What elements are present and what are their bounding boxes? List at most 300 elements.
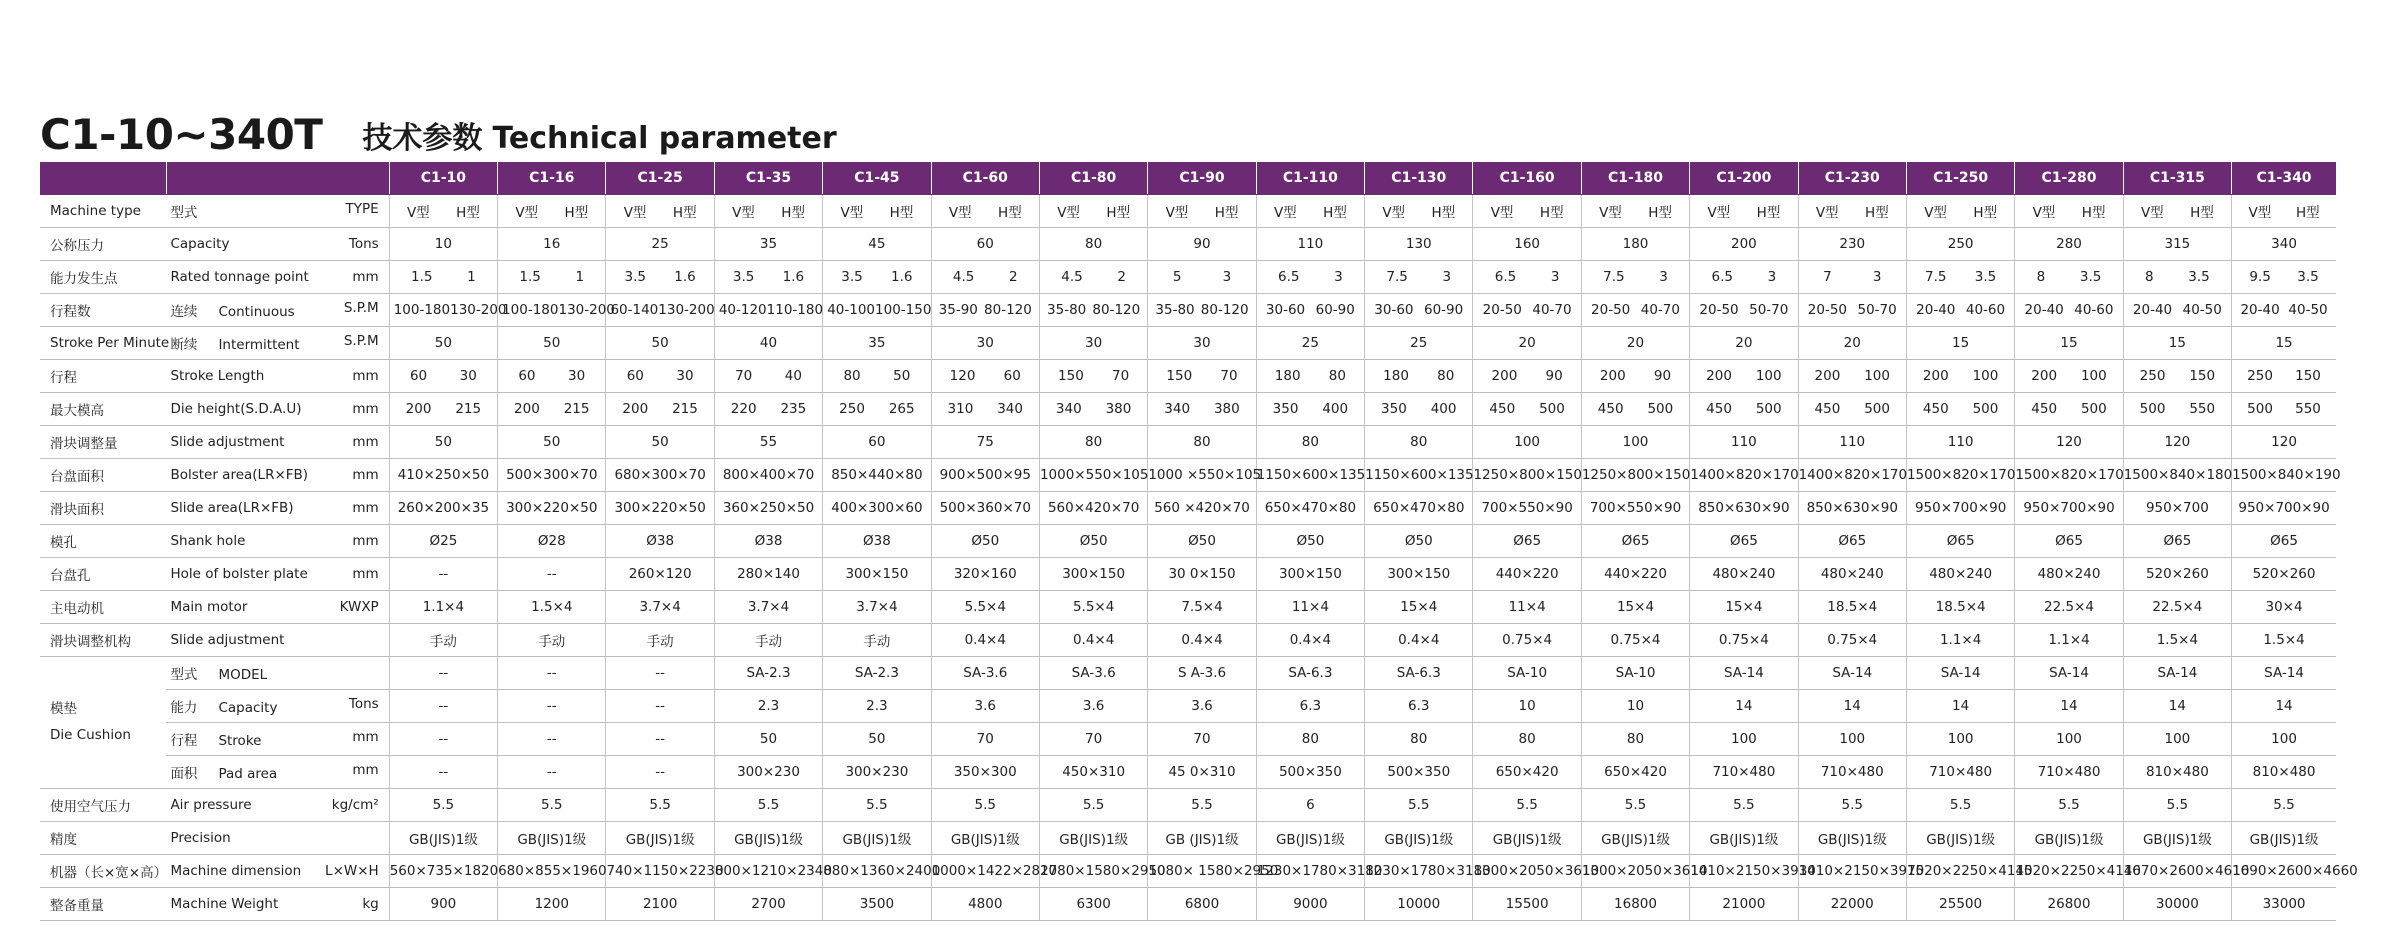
value-cell: 320×160 — [931, 558, 1039, 591]
value-h: 1 — [575, 269, 585, 285]
value-cell — [1039, 294, 1147, 327]
vh-pair — [1690, 201, 1797, 221]
value-cell: -- — [606, 723, 714, 756]
value-cell: 18.5×4 — [1798, 591, 1906, 624]
vh-pair — [1582, 201, 1689, 221]
value-v: 8 — [2145, 269, 2154, 285]
value-cell: 1150×600×135 — [1256, 459, 1364, 492]
value-h: 215 — [672, 401, 698, 417]
row-label-wrap — [170, 368, 388, 384]
value-cell: 9000 — [1256, 888, 1364, 921]
model-header-cell: C1-90 — [1148, 162, 1256, 195]
row-stroke-length — [40, 360, 2336, 393]
value-cell — [714, 360, 822, 393]
value-cell: 60 — [931, 228, 1039, 261]
value-cell: 1500×840×190 — [2232, 459, 2336, 492]
value-cell: 110 — [1798, 426, 1906, 459]
value-pair — [1365, 302, 1472, 318]
value-cell — [1365, 294, 1473, 327]
value-cell: 410×250×50 — [389, 459, 497, 492]
value-cell: 30 — [931, 327, 1039, 360]
row-label-text — [170, 533, 245, 549]
value-v: 200 — [1922, 368, 1949, 384]
value-v: 1.5 — [519, 269, 541, 285]
value-cell: 手动 — [606, 624, 714, 657]
value-h: 500 — [1755, 401, 1782, 417]
value-cell: 6800 — [1148, 888, 1256, 921]
value-cell — [714, 393, 822, 426]
value-cell: GB (JIS)1级 — [1148, 822, 1256, 855]
value-cell: 560×735×1820 — [389, 855, 497, 888]
value-cell: GB(JIS)1级 — [1581, 822, 1689, 855]
type-v: V型 — [1815, 205, 1839, 221]
row-label-name: Hole of bolster plate — [170, 566, 308, 582]
row-label-primary: 台盘孔 — [40, 558, 166, 591]
row-label-sub: 型式 — [170, 667, 198, 683]
page-title — [40, 96, 837, 159]
value-v: 1.5 — [411, 269, 433, 285]
row-label-name: Air pressure — [170, 797, 252, 813]
value-h: 40 — [784, 368, 802, 384]
value-h: 100 — [1864, 368, 1890, 384]
value-cell: 15 — [1906, 327, 2014, 360]
value-h: 500 — [1972, 401, 1999, 417]
value-cell — [931, 195, 1039, 228]
value-cell: 90 — [1148, 228, 1256, 261]
row-unit: L×W×H — [325, 863, 379, 879]
value-cell: GB(JIS)1级 — [1039, 822, 1147, 855]
value-v: 35-80 — [1155, 302, 1195, 318]
value-cell: 0.75×4 — [1581, 624, 1689, 657]
value-cell — [2123, 261, 2231, 294]
value-cell — [1581, 360, 1689, 393]
value-cell: 80 — [1256, 426, 1364, 459]
vh-pair — [932, 201, 1039, 221]
value-cell: 480×240 — [2015, 558, 2123, 591]
value-pair — [823, 368, 930, 384]
value-cell: 50 — [498, 426, 606, 459]
value-cell: Ø50 — [1365, 525, 1473, 558]
value-cell: GB(JIS)1级 — [389, 822, 497, 855]
row-shank-hole — [40, 525, 2336, 558]
row-label-wrap — [170, 599, 388, 615]
value-cell: 710×480 — [1690, 756, 1798, 789]
type-v: V型 — [623, 205, 647, 221]
value-h: 100-150 — [875, 302, 932, 318]
value-cell: 300×150 — [1039, 558, 1147, 591]
value-cell: 11×4 — [1473, 591, 1581, 624]
value-cell: 340 — [2232, 228, 2336, 261]
value-cell: SA-2.3 — [714, 657, 822, 690]
value-cell — [606, 393, 714, 426]
row-label-wrap — [170, 896, 388, 912]
value-h: 40-70 — [1640, 302, 1680, 318]
value-cell: 250 — [1906, 228, 2014, 261]
value-v: 60-140 — [610, 302, 659, 318]
value-cell — [389, 360, 497, 393]
value-cell: 50 — [606, 327, 714, 360]
value-cell: Ø65 — [2123, 525, 2231, 558]
value-v: 250 — [2247, 368, 2273, 384]
row-label-text — [170, 269, 308, 285]
value-cell: 0.4×4 — [1256, 624, 1364, 657]
value-cell — [2232, 261, 2336, 294]
row-label-wrap — [170, 401, 388, 417]
value-cell: 33000 — [2232, 888, 2336, 921]
value-v: 200 — [1491, 368, 1518, 384]
type-h: H型 — [1323, 205, 1347, 221]
value-cell: 400×300×60 — [823, 492, 931, 525]
row-label-name: Slide adjustment — [170, 434, 285, 450]
value-h: 100 — [1972, 368, 1999, 384]
type-h: H型 — [781, 205, 805, 221]
value-cell: SA-14 — [1906, 657, 2014, 690]
value-cell: 120 — [2015, 426, 2123, 459]
value-cell: Ø38 — [606, 525, 714, 558]
value-cell: 1690×2600×4660 — [2232, 855, 2336, 888]
row-unit: mm — [352, 566, 379, 582]
value-cell — [1256, 294, 1364, 327]
row-unit: mm — [352, 269, 379, 285]
value-pair — [1582, 269, 1689, 285]
value-cell — [498, 294, 615, 327]
value-pair — [1907, 269, 2014, 285]
value-h: 3 — [1222, 269, 1232, 285]
value-pair — [2232, 302, 2336, 318]
row-label-text — [170, 896, 278, 912]
value-h: 40-50 — [2182, 302, 2222, 318]
value-cell — [823, 294, 931, 327]
row-machine-weight — [40, 888, 2336, 921]
title-english: Technical parameter — [492, 120, 837, 156]
row-label-primary: 滑块面积 — [40, 492, 166, 525]
row-label-secondary — [166, 789, 389, 822]
model-header-cell: C1-80 — [1039, 162, 1147, 195]
value-cell: 手动 — [389, 624, 497, 657]
value-cell: 450×310 — [1039, 756, 1147, 789]
value-h: 215 — [455, 401, 482, 417]
value-cell: 680×855×1960 — [498, 855, 606, 888]
value-cell: 300×230 — [714, 756, 822, 789]
value-cell — [1473, 360, 1581, 393]
vh-pair — [1473, 201, 1580, 221]
row-label-name: Die height(S.D.A.U) — [170, 401, 302, 417]
row-label-primary: 主电动机 — [40, 591, 166, 624]
value-cell — [1473, 261, 1581, 294]
type-h: H型 — [1431, 205, 1456, 221]
row-machine-type — [40, 195, 2336, 228]
type-h: H型 — [889, 205, 914, 221]
model-header-cell: C1-110 — [1256, 162, 1364, 195]
value-cell — [2123, 195, 2231, 228]
type-h: H型 — [456, 205, 480, 221]
value-cell — [1473, 393, 1581, 426]
value-cell: GB(JIS)1级 — [2232, 822, 2336, 855]
row-main-motor — [40, 591, 2336, 624]
value-cell — [2123, 393, 2231, 426]
value-cell: 0.4×4 — [1365, 624, 1473, 657]
value-cell: 900 — [389, 888, 497, 921]
value-cell — [1256, 393, 1364, 426]
value-pair — [1040, 302, 1147, 318]
value-cell: Ø38 — [714, 525, 822, 558]
model-header-row — [40, 162, 2336, 195]
value-pair — [1148, 368, 1255, 384]
type-h: H型 — [1865, 205, 1889, 221]
row-label-primary: Machine type — [40, 195, 166, 228]
row-unit: mm — [352, 533, 379, 549]
vh-pair — [1365, 201, 1472, 221]
value-pair — [2124, 368, 2231, 384]
value-cell: 5.5 — [2232, 789, 2336, 822]
row-label-name: Slide adjustment — [170, 632, 285, 648]
value-v: 200 — [1706, 368, 1732, 384]
value-cell: GB(JIS)1级 — [1365, 822, 1473, 855]
row-label-sub: 断续 — [170, 337, 198, 353]
row-label-secondary — [166, 723, 389, 756]
value-cell: -- — [389, 756, 497, 789]
value-v: 180 — [1383, 368, 1409, 384]
model-header-cell: C1-10 — [389, 162, 497, 195]
value-cell: 810×480 — [2232, 756, 2336, 789]
row-label-text — [170, 762, 277, 782]
value-cell — [714, 195, 822, 228]
value-cell: 3500 — [823, 888, 931, 921]
value-cell: 50 — [714, 723, 822, 756]
value-v: 200 — [514, 401, 540, 417]
value-cell: 1000×550×105 — [1039, 459, 1147, 492]
value-cell: Ø65 — [2232, 525, 2336, 558]
value-cell: 15500 — [1473, 888, 1581, 921]
value-cell — [1039, 360, 1147, 393]
value-cell — [1148, 261, 1256, 294]
value-cell — [1581, 195, 1689, 228]
value-pair — [390, 368, 497, 384]
value-h: 150 — [2189, 368, 2216, 384]
value-pair — [1690, 401, 1797, 417]
value-cell: SA-10 — [1581, 657, 1689, 690]
value-cell: -- — [498, 657, 606, 690]
model-header-cell: C1-16 — [498, 162, 606, 195]
value-pair — [1907, 368, 2014, 384]
value-cell: 100 — [1581, 426, 1689, 459]
model-header-cell: C1-230 — [1798, 162, 1906, 195]
value-cell: 500×300×70 — [498, 459, 606, 492]
value-cell: 280 — [2015, 228, 2123, 261]
value-cell: 1500×820×170 — [2015, 459, 2123, 492]
die-cushion-group-label — [40, 657, 166, 789]
value-cell: 130 — [1365, 228, 1473, 261]
value-cell: 14 — [1690, 690, 1798, 723]
value-h: 500 — [2080, 401, 2107, 417]
type-h: H型 — [2190, 205, 2214, 221]
value-pair — [1148, 269, 1255, 285]
value-cell: 700×550×90 — [1581, 492, 1689, 525]
value-pair — [498, 368, 605, 384]
type-v: V型 — [2140, 205, 2164, 221]
value-cell — [389, 195, 497, 228]
value-cell: 5.5 — [1798, 789, 1906, 822]
value-pair — [2124, 401, 2231, 417]
value-h: 50-70 — [1749, 302, 1789, 318]
value-pair — [1365, 401, 1472, 417]
row-label-secondary — [166, 195, 389, 228]
value-cell: GB(JIS)1级 — [1256, 822, 1364, 855]
value-cell: GB(JIS)1级 — [823, 822, 931, 855]
type-v: V型 — [1382, 205, 1406, 221]
row-label-secondary — [166, 657, 389, 690]
value-cell: Ø28 — [498, 525, 606, 558]
value-cell — [2015, 393, 2123, 426]
value-cell: 45 — [823, 228, 931, 261]
value-cell: 3.7×4 — [714, 591, 822, 624]
value-cell: 50 — [389, 327, 497, 360]
value-cell: 480×240 — [1690, 558, 1798, 591]
value-cell: 1670×2600×4610 — [2123, 855, 2231, 888]
value-h: 1.6 — [674, 269, 696, 285]
type-h: H型 — [1539, 205, 1564, 221]
row-label-name: Capacity — [170, 236, 230, 252]
value-cell: 1230×1780×3180 — [1256, 855, 1364, 888]
row-label-primary: 行程 — [40, 360, 166, 393]
value-v: 3.5 — [624, 269, 647, 285]
row-label-wrap — [170, 696, 388, 716]
value-cell: 100 — [1690, 723, 1798, 756]
value-cell — [1906, 393, 2014, 426]
value-cell: 950×700 — [2123, 492, 2231, 525]
value-cell: 45 0×310 — [1148, 756, 1256, 789]
row-slide-adjustment — [40, 426, 2336, 459]
value-v: 6.5 — [1711, 269, 1733, 285]
model-header-cell: C1-160 — [1473, 162, 1581, 195]
value-cell — [1906, 261, 2014, 294]
row-label-text — [170, 333, 299, 353]
value-cell: S A-3.6 — [1148, 657, 1256, 690]
value-v: 8 — [2036, 269, 2046, 285]
value-h: 80-120 — [1200, 302, 1249, 318]
value-cell: -- — [498, 690, 606, 723]
value-cell: 15 — [2232, 327, 2336, 360]
value-cell: 100 — [2232, 723, 2336, 756]
value-cell: 60 — [823, 426, 931, 459]
row-label-secondary — [166, 360, 389, 393]
value-cell — [714, 261, 822, 294]
row-label-name: Bolster area(LR×FB) — [170, 467, 309, 483]
value-h: 70 — [1112, 368, 1130, 384]
value-cell: Ø65 — [2015, 525, 2123, 558]
value-cell: 800×400×70 — [714, 459, 822, 492]
vh-pair — [1040, 201, 1147, 221]
value-cell: 110 — [1256, 228, 1364, 261]
vh-pair — [1907, 201, 2014, 221]
row-label-sub: 面积 — [170, 766, 198, 782]
value-cell — [1256, 195, 1364, 228]
value-v: 60 — [409, 368, 428, 384]
value-cell: 14 — [1798, 690, 1906, 723]
value-v: 500 — [2247, 401, 2273, 417]
row-label-wrap — [170, 269, 388, 285]
value-cell: 14 — [1906, 690, 2014, 723]
value-cell — [1256, 360, 1364, 393]
value-h: 50 — [893, 368, 911, 384]
value-cell: 25500 — [1906, 888, 2014, 921]
value-cell: 70 — [931, 723, 1039, 756]
value-cell: 120 — [2123, 426, 2231, 459]
value-cell: 440×220 — [1473, 558, 1581, 591]
value-cell: Ø50 — [1256, 525, 1364, 558]
row-label-primary: 公称压力 — [40, 228, 166, 261]
value-v: 200 — [405, 401, 432, 417]
value-cell: 5.5 — [1365, 789, 1473, 822]
row-label-name: Shank hole — [170, 533, 246, 549]
value-cell: -- — [389, 558, 497, 591]
value-cell: 160 — [1473, 228, 1581, 261]
value-pair — [823, 401, 930, 417]
model-header-cell: C1-180 — [1581, 162, 1689, 195]
value-cell: 110 — [1906, 426, 2014, 459]
value-cell: 4800 — [931, 888, 1039, 921]
value-pair — [1799, 368, 1906, 384]
value-cell: 2.3 — [823, 690, 931, 723]
value-v: 500 — [2139, 401, 2166, 417]
row-label-name: Machine dimension — [170, 863, 302, 879]
value-cell: 30 — [1039, 327, 1147, 360]
vh-pair — [823, 201, 930, 221]
value-cell — [2123, 360, 2231, 393]
value-h: 400 — [1430, 401, 1457, 417]
type-v: V型 — [1707, 205, 1731, 221]
value-cell: 1150×600×135 — [1365, 459, 1473, 492]
value-pair — [1257, 269, 1364, 285]
value-pair — [2015, 302, 2122, 318]
value-pair — [2015, 269, 2122, 285]
value-cell: 1410×2150×3930 — [1690, 855, 1798, 888]
value-cell: GB(JIS)1级 — [1473, 822, 1581, 855]
vh-pair — [1799, 201, 1906, 221]
row-bolster-hole — [40, 558, 2336, 591]
value-v: 200 — [1814, 368, 1841, 384]
value-cell — [1690, 393, 1798, 426]
value-cell: Ø65 — [1473, 525, 1581, 558]
row-label-primary: 整备重量 — [40, 888, 166, 921]
value-cell — [498, 261, 606, 294]
value-cell: 650×420 — [1581, 756, 1689, 789]
value-cell — [2015, 261, 2123, 294]
value-pair — [932, 302, 1039, 318]
value-v: 80 — [843, 368, 861, 384]
row-label-primary: 能力发生点 — [40, 261, 166, 294]
value-cell — [1256, 261, 1364, 294]
value-v: 120 — [949, 368, 976, 384]
value-cell — [823, 261, 931, 294]
value-h: 380 — [1105, 401, 1132, 417]
row-unit: mm — [352, 762, 379, 778]
row-unit: mm — [352, 434, 379, 450]
row-label-name: Continuous — [218, 304, 295, 320]
title-model-range: C1-10~340T — [40, 110, 323, 159]
type-v: V型 — [948, 205, 972, 221]
value-h: 500 — [1864, 401, 1890, 417]
value-h: 500 — [1539, 401, 1565, 417]
value-cell: Ø50 — [931, 525, 1039, 558]
row-label-text — [170, 863, 301, 879]
value-cell — [606, 360, 714, 393]
value-pair — [2124, 269, 2231, 285]
value-cell: 3.6 — [931, 690, 1039, 723]
row-label-secondary — [166, 228, 389, 261]
value-cell: 50 — [389, 426, 497, 459]
value-v: 350 — [1381, 401, 1407, 417]
